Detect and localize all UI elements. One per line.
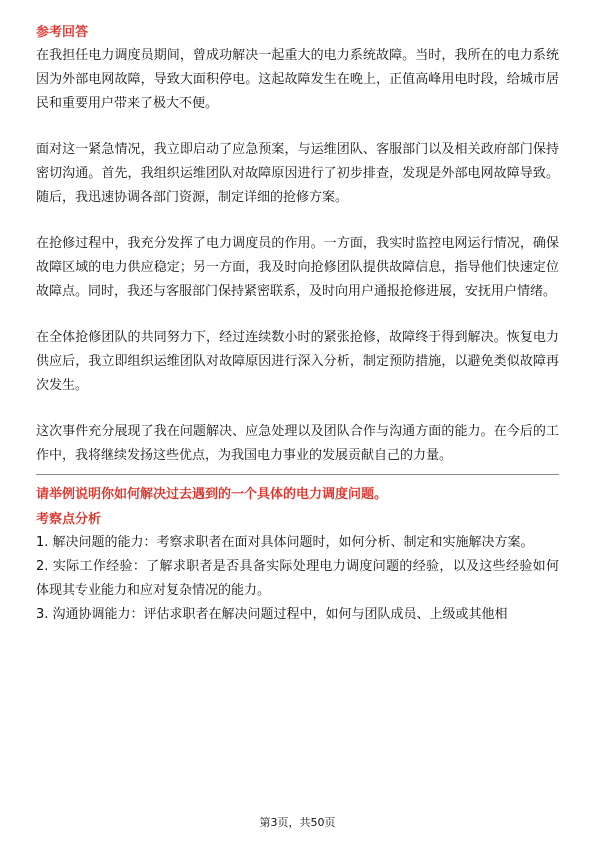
section-divider — [36, 474, 559, 475]
document-page — [36, 22, 559, 627]
answer-paragraph-5: 这次事件充分展现了我在问题解决、应急处理以及团队合作与沟通方面的能力。在今后的工作中，我将继续发扬这些优点，为我国电力事业的发展贡献自己的力量。 — [36, 424, 559, 463]
paragraph-gap — [36, 304, 559, 326]
answer-paragraph-2: 面对这一紧急情况，我立即启动了应急预案，与运维团队、客服部门以及相关政府部门保持密切沟通。首先，我组织运维团队对故障原因进行了初步排查，发现是外部电网故障导致。随后，我迅速协调各部门资源，制定详细的抢修方案。 — [36, 142, 559, 205]
paragraph-gap — [36, 210, 559, 232]
analysis-heading: 考察点分析 — [36, 512, 102, 527]
question-title: 请举例说明你如何解决过去遇到的一个具体的电力调度问题。 — [36, 487, 388, 502]
analysis-item-2: 2. 实际工作经验：了解求职者是否具备实际处理电力调度问题的经验，以及这些经验如何体现其专业能力和应对复杂情况的能力。 — [36, 559, 559, 598]
answer-paragraph-1: 在我担任电力调度员期间，曾成功解决一起重大的电力系统故障。当时，我所在的电力系统因为外部电网故障，导致大面积停电。这起故障发生在晚上，正值高峰用电时段，给城市居民和重要用户带来了极大不便。 — [36, 48, 559, 111]
paragraph-gap — [36, 116, 559, 138]
answer-paragraph-4: 在全体抢修团队的共同努力下，经过连续数小时的紧张抢修，故障终于得到解决。恢复电力供应后，我立即组织运维团队对故障原因进行深入分析，制定预防措施，以避免类似故障再次发生。 — [36, 330, 559, 393]
answer-paragraph-3: 在抢修过程中，我充分发挥了电力调度员的作用。一方面，我实时监控电网运行情况，确保故障区域的电力供应稳定；另一方面，我及时向抢修团队提供故障信息，指导他们快速定位故障点。同时，我还与客服部门保持紧密联系，及时向用户通报抢修进展，安抚用户情绪。 — [36, 236, 559, 299]
paragraph-gap — [36, 398, 559, 420]
page-footer: 第3页，共50页 — [259, 816, 336, 829]
analysis-item-1: 1. 解决问题的能力：考察求职者在面对具体问题时，如何分析、制定和实施解决方案。 — [36, 535, 534, 550]
analysis-item-3: 3. 沟通协调能力：评估求职者在解决问题过程中，如何与团队成员、上级或其他相 — [36, 607, 508, 622]
answer-heading: 参考回答 — [36, 25, 89, 40]
